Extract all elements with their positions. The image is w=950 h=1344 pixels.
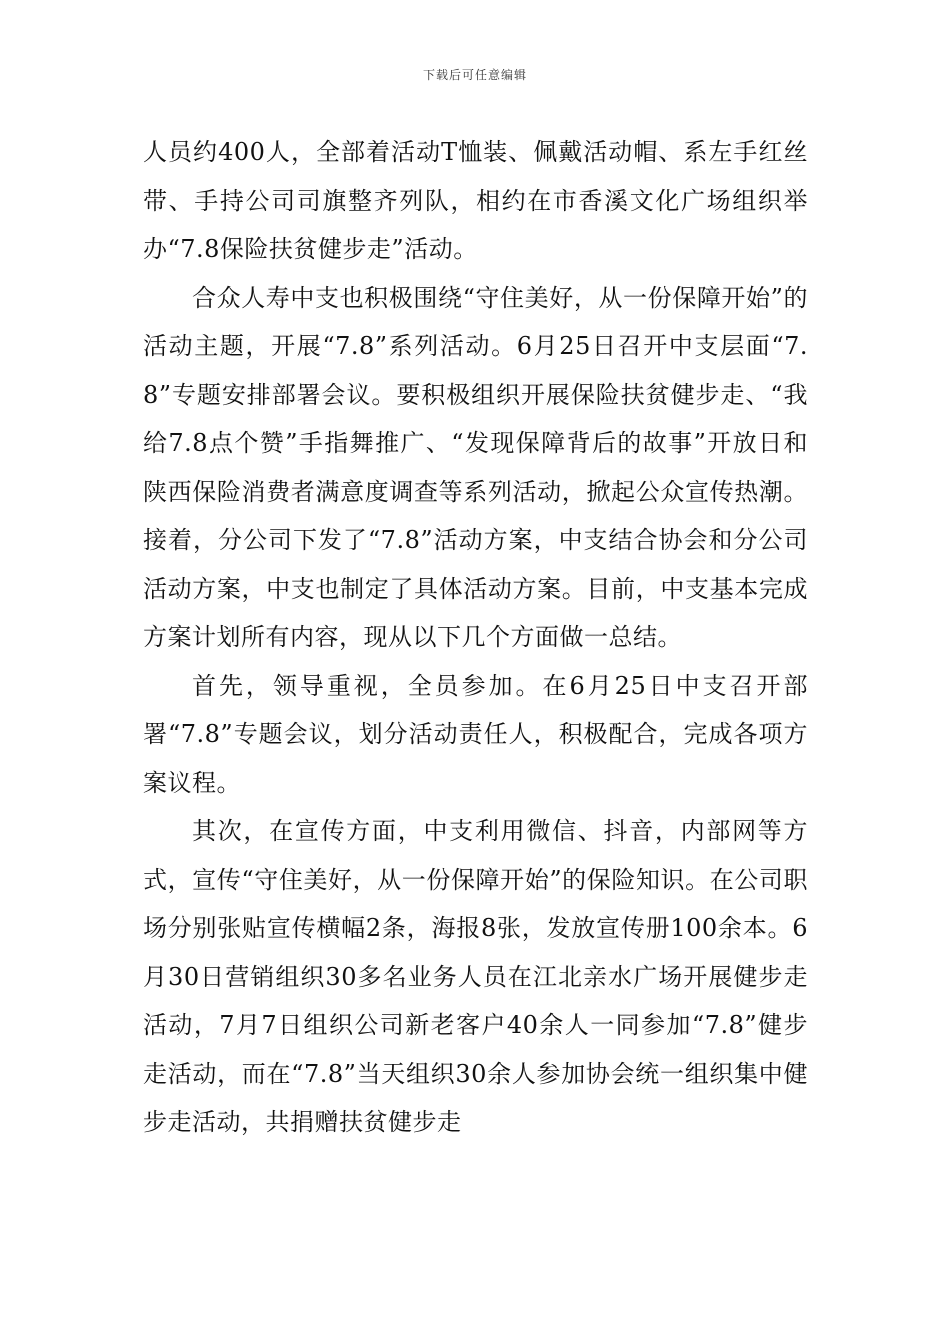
page-header-note: 下载后可任意编辑 (422, 68, 527, 82)
paragraph-4: 其次，在宣传方面，中支利用微信、抖音，内部网等方式，宣传“守住美好，从一份保障开始”的保险知识。在公司职场分别张贴宣传横幅2条，海报8张，发放宣传册100余本。6月30日营销组织30多名业务人员在江北亲水广场开展健步走活动，7月7日组织公司新老客户40余人一同参加“7.8”健步走活动，而在“7.8”当天组织30余人参加协会统一组织集中健步走活动，共捐赠扶贫健步走 (143, 817, 808, 1136)
paragraph-2: 合众人寿中支也积极围绕“守住美好，从一份保障开始”的活动主题，开展“7.8”系列活动。6月25日召开中支层面“7.8”专题安排部署会议。要积极组织开展保险扶贫健步走、“我给7.8点个赞”手指舞推广、“发现保障背后的故事”开放日和陕西保险消费者满意度调查等系列活动，掀起公众宣传热潮。接着，分公司下发了“7.8”活动方案，中支结合协会和分公司活动方案，中支也制定了具体活动方案。目前，中支基本完成方案计划所有内容，现从以下几个方面做一总结。 (143, 283, 808, 651)
paragraph-3: 首先，领导重视，全员参加。在6月25日中支召开部署“7.8”专题会议，划分活动责任人，积极配合，完成各项方案议程。 (143, 671, 808, 797)
document-body (143, 128, 808, 1147)
paragraph-1: 人员约400人，全部着活动T恤装、佩戴活动帽、系左手红丝带、手持公司司旗整齐列队，相约在市香溪文化广场组织举办“7.8保险扶贫健步走”活动。 (143, 138, 808, 263)
